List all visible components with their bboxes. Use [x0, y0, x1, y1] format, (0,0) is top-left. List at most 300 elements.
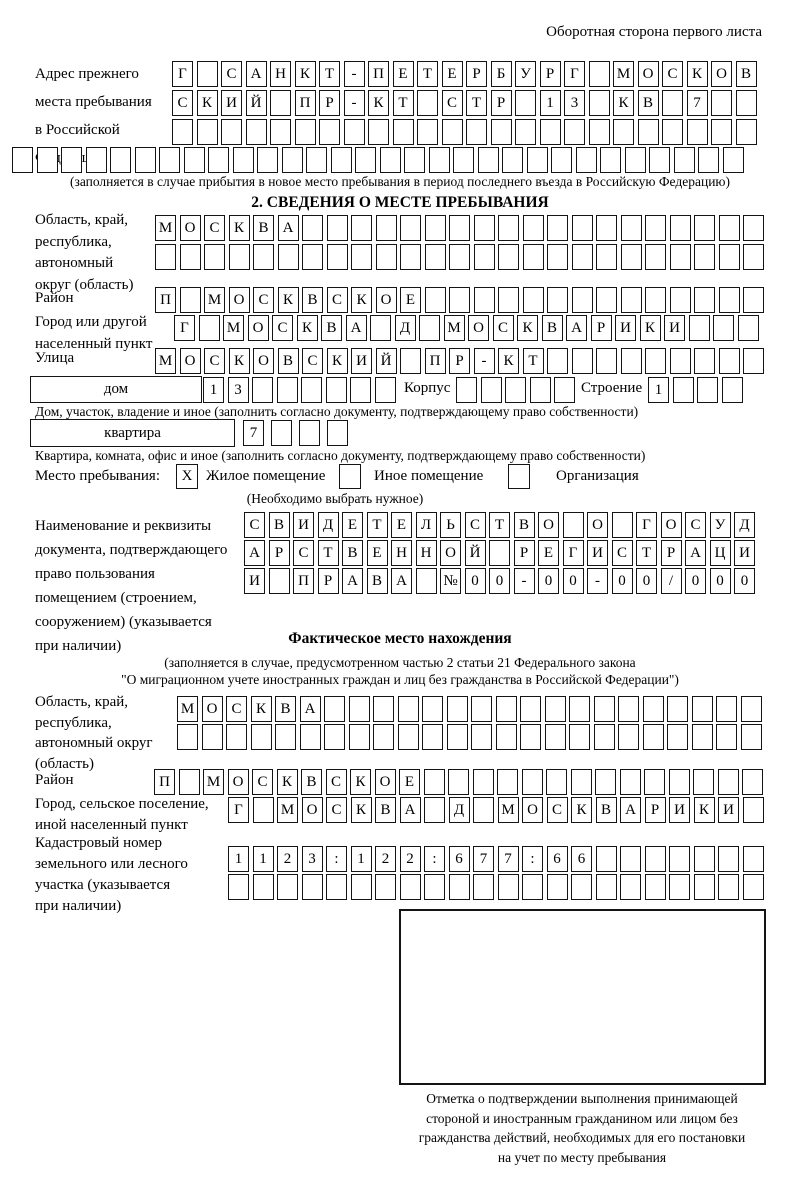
char-cell[interactable]: С [221, 61, 242, 87]
char-cell[interactable]: О [228, 769, 249, 795]
char-cell[interactable] [417, 119, 438, 145]
char-cell[interactable] [295, 119, 316, 145]
char-cell[interactable] [278, 244, 299, 270]
char-cell[interactable]: Т [417, 61, 438, 87]
char-cell[interactable] [515, 90, 536, 116]
char-cell[interactable]: К [351, 287, 372, 313]
char-cell[interactable] [155, 244, 176, 270]
char-cell[interactable] [474, 215, 495, 241]
char-cell[interactable] [571, 874, 592, 900]
char-cell[interactable]: - [474, 348, 495, 374]
char-cell[interactable]: Е [393, 61, 414, 87]
char-cell[interactable]: 7 [473, 846, 494, 872]
char-cell[interactable]: О [468, 315, 489, 341]
char-cell[interactable]: 0 [734, 568, 755, 594]
char-cell[interactable] [204, 244, 225, 270]
char-cell[interactable]: 1 [228, 846, 249, 872]
char-cell[interactable] [523, 244, 544, 270]
char-cell[interactable] [449, 874, 470, 900]
char-cell[interactable] [551, 147, 572, 173]
char-cell[interactable] [474, 244, 495, 270]
char-cell[interactable]: 3 [228, 377, 249, 403]
char-cell[interactable] [569, 696, 590, 722]
char-cell[interactable] [612, 512, 633, 538]
char-cell[interactable] [400, 348, 421, 374]
char-cell[interactable] [481, 377, 502, 403]
char-cell[interactable] [596, 846, 617, 872]
char-cell[interactable]: Л [416, 512, 437, 538]
char-cell[interactable] [505, 377, 526, 403]
char-cell[interactable] [351, 874, 372, 900]
char-cell[interactable] [589, 90, 610, 116]
char-cell[interactable] [327, 420, 348, 446]
char-cell[interactable]: Р [318, 568, 339, 594]
char-cell[interactable] [375, 874, 396, 900]
char-cell[interactable] [422, 724, 443, 750]
char-cell[interactable]: 0 [538, 568, 559, 594]
char-cell[interactable] [718, 846, 739, 872]
char-cell[interactable]: Т [367, 512, 388, 538]
char-cell[interactable] [419, 315, 440, 341]
char-cell[interactable]: И [734, 540, 755, 566]
char-cell[interactable]: М [444, 315, 465, 341]
char-cell[interactable]: К [517, 315, 538, 341]
char-cell[interactable] [449, 244, 470, 270]
char-cell[interactable] [736, 119, 757, 145]
char-cell[interactable]: С [204, 348, 225, 374]
char-cell[interactable] [197, 61, 218, 87]
char-cell[interactable] [61, 147, 82, 173]
char-cell[interactable]: П [155, 287, 176, 313]
char-cell[interactable]: 6 [449, 846, 470, 872]
char-cell[interactable] [473, 874, 494, 900]
char-cell[interactable]: И [669, 797, 690, 823]
char-cell[interactable] [594, 724, 615, 750]
char-cell[interactable] [711, 90, 732, 116]
char-cell[interactable] [199, 315, 220, 341]
char-cell[interactable] [448, 769, 469, 795]
char-cell[interactable] [496, 696, 517, 722]
char-cell[interactable] [447, 724, 468, 750]
char-cell[interactable] [12, 147, 33, 173]
char-cell[interactable]: 1 [351, 846, 372, 872]
char-cell[interactable]: Н [416, 540, 437, 566]
char-cell[interactable] [643, 696, 664, 722]
char-cell[interactable]: Т [489, 512, 510, 538]
char-cell[interactable]: С [547, 797, 568, 823]
char-cell[interactable]: 0 [563, 568, 584, 594]
char-cell[interactable]: 7 [687, 90, 708, 116]
char-cell[interactable] [741, 696, 762, 722]
char-cell[interactable] [743, 244, 764, 270]
char-cell[interactable] [306, 147, 327, 173]
char-cell[interactable] [496, 724, 517, 750]
char-cell[interactable]: О [202, 696, 223, 722]
char-cell[interactable] [246, 119, 267, 145]
char-cell[interactable] [743, 797, 764, 823]
char-cell[interactable] [625, 147, 646, 173]
char-cell[interactable] [723, 147, 744, 173]
char-cell[interactable] [738, 315, 759, 341]
char-cell[interactable] [596, 215, 617, 241]
char-cell[interactable] [547, 215, 568, 241]
char-cell[interactable]: П [154, 769, 175, 795]
char-cell[interactable] [449, 215, 470, 241]
char-cell[interactable] [620, 769, 641, 795]
char-cell[interactable] [719, 244, 740, 270]
char-cell[interactable] [694, 874, 715, 900]
char-cell[interactable] [424, 797, 445, 823]
checkbox-zhiloe[interactable]: X [176, 464, 198, 489]
char-cell[interactable] [743, 287, 764, 313]
char-cell[interactable]: О [538, 512, 559, 538]
char-cell[interactable]: 7 [498, 846, 519, 872]
char-cell[interactable] [527, 147, 548, 173]
char-cell[interactable] [277, 874, 298, 900]
char-cell[interactable]: Й [246, 90, 267, 116]
char-cell[interactable] [515, 119, 536, 145]
char-cell[interactable] [719, 348, 740, 374]
char-cell[interactable] [649, 147, 670, 173]
char-cell[interactable] [393, 119, 414, 145]
char-cell[interactable] [380, 147, 401, 173]
char-cell[interactable] [522, 769, 543, 795]
char-cell[interactable] [716, 696, 737, 722]
char-cell[interactable]: О [638, 61, 659, 87]
char-cell[interactable] [376, 215, 397, 241]
char-cell[interactable]: М [203, 769, 224, 795]
char-cell[interactable] [502, 147, 523, 173]
char-cell[interactable]: И [587, 540, 608, 566]
char-cell[interactable] [270, 119, 291, 145]
char-cell[interactable]: В [302, 287, 323, 313]
char-cell[interactable] [184, 147, 205, 173]
char-cell[interactable] [471, 724, 492, 750]
char-cell[interactable] [718, 769, 739, 795]
char-cell[interactable] [233, 147, 254, 173]
char-cell[interactable]: К [687, 61, 708, 87]
char-cell[interactable] [576, 147, 597, 173]
char-cell[interactable] [523, 287, 544, 313]
char-cell[interactable]: К [498, 348, 519, 374]
char-cell[interactable] [698, 147, 719, 173]
char-cell[interactable] [473, 797, 494, 823]
char-cell[interactable] [208, 147, 229, 173]
char-cell[interactable]: Р [645, 797, 666, 823]
char-cell[interactable]: В [275, 696, 296, 722]
char-cell[interactable]: И [718, 797, 739, 823]
char-cell[interactable]: С [272, 315, 293, 341]
char-cell[interactable]: : [522, 846, 543, 872]
char-cell[interactable] [692, 724, 713, 750]
char-cell[interactable] [489, 540, 510, 566]
char-cell[interactable]: О [522, 797, 543, 823]
char-cell[interactable] [621, 287, 642, 313]
char-cell[interactable]: Р [661, 540, 682, 566]
char-cell[interactable]: К [297, 315, 318, 341]
char-cell[interactable]: С [662, 61, 683, 87]
char-cell[interactable]: Т [319, 61, 340, 87]
char-cell[interactable]: И [221, 90, 242, 116]
char-cell[interactable]: Р [591, 315, 612, 341]
char-cell[interactable]: А [620, 797, 641, 823]
char-cell[interactable] [572, 348, 593, 374]
char-cell[interactable] [545, 696, 566, 722]
char-cell[interactable] [277, 377, 298, 403]
char-cell[interactable] [498, 874, 519, 900]
char-cell[interactable] [670, 244, 691, 270]
char-cell[interactable]: 1 [540, 90, 561, 116]
char-cell[interactable] [253, 244, 274, 270]
char-cell[interactable]: К [368, 90, 389, 116]
char-cell[interactable]: Р [514, 540, 535, 566]
char-cell[interactable]: В [736, 61, 757, 87]
char-cell[interactable]: К [278, 287, 299, 313]
char-cell[interactable] [425, 244, 446, 270]
char-cell[interactable] [416, 568, 437, 594]
char-cell[interactable] [180, 244, 201, 270]
char-cell[interactable] [596, 244, 617, 270]
char-cell[interactable]: И [351, 348, 372, 374]
char-cell[interactable] [743, 874, 764, 900]
char-cell[interactable]: / [661, 568, 682, 594]
char-cell[interactable]: Б [491, 61, 512, 87]
char-cell[interactable] [694, 846, 715, 872]
char-cell[interactable] [425, 215, 446, 241]
char-cell[interactable]: - [587, 568, 608, 594]
char-cell[interactable]: А [346, 315, 367, 341]
char-cell[interactable]: В [269, 512, 290, 538]
char-cell[interactable]: В [596, 797, 617, 823]
char-cell[interactable] [569, 724, 590, 750]
char-cell[interactable]: С [302, 348, 323, 374]
char-cell[interactable] [572, 287, 593, 313]
char-cell[interactable]: Е [342, 512, 363, 538]
char-cell[interactable] [743, 846, 764, 872]
char-cell[interactable]: А [685, 540, 706, 566]
char-cell[interactable] [662, 119, 683, 145]
char-cell[interactable] [326, 874, 347, 900]
char-cell[interactable]: С [293, 540, 314, 566]
char-cell[interactable]: Г [172, 61, 193, 87]
char-cell[interactable] [719, 287, 740, 313]
char-cell[interactable] [301, 377, 322, 403]
char-cell[interactable]: Й [465, 540, 486, 566]
char-cell[interactable] [302, 874, 323, 900]
char-cell[interactable] [644, 769, 665, 795]
char-cell[interactable]: У [515, 61, 536, 87]
char-cell[interactable] [324, 696, 345, 722]
char-cell[interactable]: В [278, 348, 299, 374]
char-cell[interactable]: С [493, 315, 514, 341]
char-cell[interactable] [179, 769, 200, 795]
char-cell[interactable] [621, 244, 642, 270]
char-cell[interactable]: Г [174, 315, 195, 341]
char-cell[interactable] [456, 377, 477, 403]
char-cell[interactable] [449, 287, 470, 313]
char-cell[interactable]: И [664, 315, 685, 341]
char-cell[interactable] [331, 147, 352, 173]
char-cell[interactable]: : [424, 846, 445, 872]
char-cell[interactable]: М [498, 797, 519, 823]
char-cell[interactable]: Т [318, 540, 339, 566]
char-cell[interactable] [742, 769, 763, 795]
char-cell[interactable] [453, 147, 474, 173]
char-cell[interactable] [564, 119, 585, 145]
char-cell[interactable] [398, 696, 419, 722]
char-cell[interactable] [595, 769, 616, 795]
char-cell[interactable]: М [177, 696, 198, 722]
char-cell[interactable]: А [342, 568, 363, 594]
char-cell[interactable] [545, 724, 566, 750]
char-cell[interactable] [478, 147, 499, 173]
char-cell[interactable]: 2 [400, 846, 421, 872]
char-cell[interactable]: Г [228, 797, 249, 823]
char-cell[interactable] [197, 119, 218, 145]
char-cell[interactable]: С [612, 540, 633, 566]
char-cell[interactable]: К [694, 797, 715, 823]
char-cell[interactable] [429, 147, 450, 173]
char-cell[interactable] [37, 147, 58, 173]
char-cell[interactable] [404, 147, 425, 173]
char-cell[interactable] [257, 147, 278, 173]
char-cell[interactable]: К [229, 215, 250, 241]
char-cell[interactable]: О [180, 348, 201, 374]
char-cell[interactable] [741, 724, 762, 750]
char-cell[interactable] [253, 797, 274, 823]
char-cell[interactable]: В [301, 769, 322, 795]
char-cell[interactable] [718, 874, 739, 900]
char-cell[interactable] [736, 90, 757, 116]
char-cell[interactable] [643, 724, 664, 750]
char-cell[interactable] [466, 119, 487, 145]
char-cell[interactable]: Д [734, 512, 755, 538]
char-cell[interactable] [251, 724, 272, 750]
char-cell[interactable]: Н [391, 540, 412, 566]
char-cell[interactable] [425, 287, 446, 313]
char-cell[interactable] [645, 287, 666, 313]
char-cell[interactable] [282, 147, 303, 173]
char-cell[interactable]: А [244, 540, 265, 566]
char-cell[interactable] [498, 215, 519, 241]
char-cell[interactable]: Т [466, 90, 487, 116]
char-cell[interactable] [547, 287, 568, 313]
char-cell[interactable] [547, 874, 568, 900]
char-cell[interactable] [743, 215, 764, 241]
char-cell[interactable]: А [566, 315, 587, 341]
char-cell[interactable] [713, 315, 734, 341]
char-cell[interactable] [350, 377, 371, 403]
char-cell[interactable]: Е [400, 287, 421, 313]
char-cell[interactable]: Д [449, 797, 470, 823]
char-cell[interactable] [563, 512, 584, 538]
char-cell[interactable] [270, 90, 291, 116]
char-cell[interactable]: Р [466, 61, 487, 87]
char-cell[interactable]: О [302, 797, 323, 823]
char-cell[interactable]: К [327, 348, 348, 374]
char-cell[interactable] [554, 377, 575, 403]
char-cell[interactable] [229, 244, 250, 270]
char-cell[interactable]: Т [393, 90, 414, 116]
char-cell[interactable] [620, 874, 641, 900]
char-cell[interactable]: К [295, 61, 316, 87]
char-cell[interactable] [530, 377, 551, 403]
char-cell[interactable]: 0 [710, 568, 731, 594]
char-cell[interactable] [571, 769, 592, 795]
char-cell[interactable] [110, 147, 131, 173]
char-cell[interactable]: С [253, 287, 274, 313]
checkbox-organizatsiya[interactable] [508, 464, 530, 489]
char-cell[interactable] [670, 348, 691, 374]
char-cell[interactable] [422, 696, 443, 722]
char-cell[interactable] [302, 215, 323, 241]
char-cell[interactable]: М [223, 315, 244, 341]
char-cell[interactable]: - [344, 61, 365, 87]
char-cell[interactable]: Р [491, 90, 512, 116]
char-cell[interactable] [498, 287, 519, 313]
char-cell[interactable] [327, 215, 348, 241]
char-cell[interactable] [344, 119, 365, 145]
char-cell[interactable] [719, 215, 740, 241]
char-cell[interactable] [491, 119, 512, 145]
char-cell[interactable]: О [587, 512, 608, 538]
char-cell[interactable]: И [615, 315, 636, 341]
char-cell[interactable] [645, 348, 666, 374]
char-cell[interactable] [613, 119, 634, 145]
char-cell[interactable]: С [442, 90, 463, 116]
char-cell[interactable]: Е [442, 61, 463, 87]
char-cell[interactable] [589, 61, 610, 87]
char-cell[interactable] [596, 874, 617, 900]
char-cell[interactable]: С [172, 90, 193, 116]
char-cell[interactable]: : [326, 846, 347, 872]
char-cell[interactable] [275, 724, 296, 750]
char-cell[interactable]: С [244, 512, 265, 538]
char-cell[interactable] [177, 724, 198, 750]
char-cell[interactable]: О [253, 348, 274, 374]
char-cell[interactable] [271, 420, 292, 446]
char-cell[interactable]: Е [399, 769, 420, 795]
char-cell[interactable]: О [248, 315, 269, 341]
char-cell[interactable] [202, 724, 223, 750]
char-cell[interactable]: 2 [375, 846, 396, 872]
char-cell[interactable] [368, 119, 389, 145]
char-cell[interactable] [159, 147, 180, 173]
char-cell[interactable]: О [440, 540, 461, 566]
char-cell[interactable] [498, 244, 519, 270]
char-cell[interactable]: 1 [253, 846, 274, 872]
char-cell[interactable] [370, 315, 391, 341]
char-cell[interactable]: М [155, 348, 176, 374]
char-cell[interactable]: С [204, 215, 225, 241]
char-cell[interactable]: Е [391, 512, 412, 538]
char-cell[interactable] [228, 874, 249, 900]
char-cell[interactable]: 2 [277, 846, 298, 872]
char-cell[interactable] [400, 874, 421, 900]
char-cell[interactable]: 6 [547, 846, 568, 872]
char-cell[interactable] [302, 244, 323, 270]
char-cell[interactable] [669, 769, 690, 795]
checkbox-inoe[interactable] [339, 464, 361, 489]
char-cell[interactable] [300, 724, 321, 750]
char-cell[interactable] [442, 119, 463, 145]
char-cell[interactable] [694, 244, 715, 270]
char-cell[interactable]: 0 [612, 568, 633, 594]
char-cell[interactable]: С [326, 797, 347, 823]
char-cell[interactable] [497, 769, 518, 795]
char-cell[interactable] [327, 244, 348, 270]
char-cell[interactable] [589, 119, 610, 145]
